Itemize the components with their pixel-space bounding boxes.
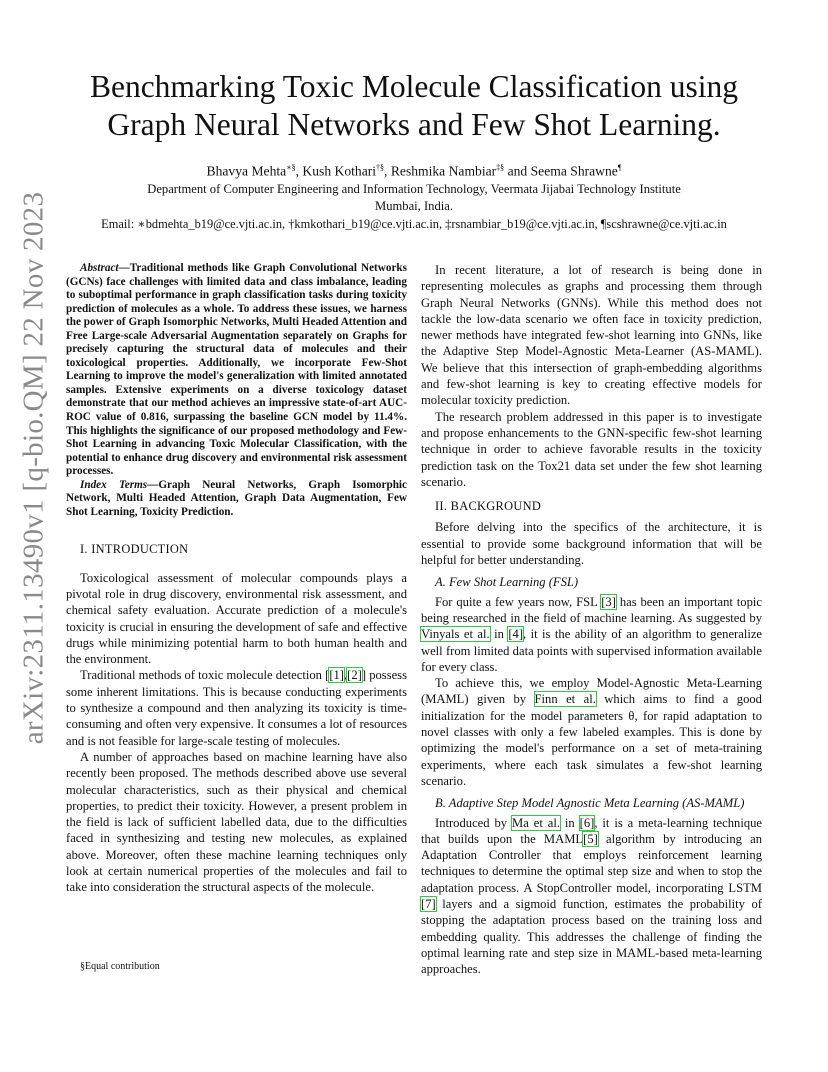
author-mark: ‡§ <box>496 163 505 172</box>
section-heading-introduction: I. INTRODUCTION <box>80 542 189 557</box>
body-paragraph: The research problem addressed in this paper is to investigate and propose enhancements to the GNN-specific few-shot learning technique in order to achieve favorable results in the toxicity prediction task on the Tox21 data set under the few shot learning scenario. <box>421 409 762 489</box>
author-name: Kush Kothari <box>302 163 377 179</box>
subsection-heading-fsl: A. Few Shot Learning (FSL) <box>435 575 579 590</box>
body-paragraph: Before delving into the specifics of the architecture, it is essential to provide some background information that will be helpful for better understanding. <box>421 520 762 568</box>
body-paragraph <box>421 815 762 978</box>
text-run: layers and a sigmoid function, estimates the probability of stopping the adaptation process based on the training loss and embedding quality. This addresses the challenge of finding the optimal learning rate and step size in MAML-based meta-learning approaches. <box>421 896 762 977</box>
text-run: in <box>560 815 580 830</box>
author-citation-link[interactable]: Vinyals et al. <box>421 627 490 642</box>
author-citation-link[interactable]: Finn et al. <box>534 692 596 707</box>
affiliation <box>60 181 768 215</box>
citation-link[interactable]: [2] <box>347 668 362 683</box>
text-run: has been an important topic being researched in the field of machine learning. As suggested by <box>421 594 762 625</box>
body-paragraph <box>66 667 407 748</box>
body-paragraph: In recent literature, a lot of research is being done in representing molecules as graphs and processing them through Graph Neural Networks (GNNs). While this method does not tackle the low-data scenario we often face in toxicity prediction, newer methods have integrated few-shot learning into GNNs, like the Adaptive Step Model-Agnostic Meta-Learner (AS-MAML). We believe that this intersection of graph-embedding algorithms and few-shot learning is key to creating effective models for molecular toxicity prediction. <box>421 263 762 408</box>
citation-link[interactable]: [4] <box>508 627 524 642</box>
author-emails: Email: ∗bdmehta_b19@ce.vjti.ac.in, †kmkothari_b19@ce.vjti.ac.in, ‡rsnambiar_b19@ce.vjti.ac.in, ¶scshrawne@ce.vjti.ac.in <box>101 217 727 231</box>
text-run: , <box>344 668 348 683</box>
author-mark: †§ <box>376 163 385 172</box>
author-name: Seema Shrawne <box>530 163 618 179</box>
author-mark: ¶ <box>617 163 622 172</box>
text-run: To achieve this, we employ Model-Agnostic Meta-Learning (MAML) given by <box>421 676 762 707</box>
author-name: Reshmika Nambiar <box>390 163 497 179</box>
body-paragraph: Toxicological assessment of molecular compounds plays a pivotal role in drug discovery, environmental risk assessment, and chemical safety evaluation. Accurate prediction of a molecule's toxicity is crucial in ensuring the development of safe and effective drugs while minimizing potential harm to both human health and the environment. <box>66 570 407 667</box>
body-paragraph: A number of approaches based on machine learning have also recently been proposed. The methods described above use several molecular characteristics, such as their physical and chemical properties, to predict their toxicity. However, a present problem in the field is lack of sufficient labelled data, due to the difficulties faced in synthesizing and testing new molecules, as explained above. Moreover, often these machine learning techniques only look at certain numerical properties of the molecules and fail to take into consideration the structural aspects of the molecule. <box>66 749 407 895</box>
author-name: Bhavya Mehta <box>206 163 287 179</box>
arxiv-identifier: arXiv:2311.13490v1 [q-bio.QM] 22 Nov 2023 <box>17 191 50 745</box>
author-conjunction: and <box>507 163 528 179</box>
paper-title: Benchmarking Toxic Molecule Classification using Graph Neural Networks and Few Shot Learning. <box>89 69 739 142</box>
text-run: which aims to find a good initialization for the model parameters θ, for rapid adaptation to novel classes with only a few labeled examples. This is done by optimizing the model's performance on a set of meta-training experiments, where each task simulates a few-shot learning scenario. <box>421 692 762 788</box>
author-mark: ∗§ <box>286 163 296 172</box>
citation-link[interactable]: [3] <box>601 594 616 609</box>
affiliation-line: Department of Computer Engineering and Information Technology, Veermata Jijabai Technology Institute <box>147 182 681 196</box>
abstract-label: Abstract <box>80 262 119 274</box>
right-column <box>421 262 762 977</box>
subsection-heading-as-maml: B. Adaptive Step Model Agnostic Meta Learning (AS-MAML) <box>435 796 745 811</box>
text-run: algorithm by introducing an Adaptation Controller that employs reinforcement learning techniques to determine the optimal step size and when to stop the adaptation process. A StopController model, incorporating LSTM <box>421 831 763 895</box>
section-heading-background: II. BACKGROUND <box>435 499 542 514</box>
abstract-text: —Traditional methods like Graph Convolutional Networks (GCNs) face challenges with limited data and class imbalance, leading to suboptimal performance in graph classification tasks during toxicity prediction of molecules as a whole. To address these issues, we harness the power of Graph Isomorphic Networks, Multi Headed Attention and Free Large-scale Adversarial Augmentation separately on Graphs for precisely capturing the structural data of molecules and their toxicological properties. Additionally, we incorporate Few-Shot Learning to improve the model's generalization with limited annotated samples. Extensive experiments on a diverse toxicology dataset demonstrate that our method achieves an impressive state-of-art AUC-ROC value of 0.816, surpassing the baseline GCN model by 11.4%. This highlights the significance of our proposed methodology and Few-Shot Learning in advancing Toxic Molecular Classification, with the potential to enhance drug discovery and environmental risk assessment processes. <box>66 262 407 478</box>
text-run: For quite a few years now, FSL <box>435 594 602 609</box>
body-paragraph <box>421 594 762 675</box>
footnote: §Equal contribution <box>80 961 160 972</box>
text-run: Introduced by <box>435 815 513 830</box>
citation-link[interactable]: [7] <box>421 896 436 911</box>
text-run: in <box>489 627 509 642</box>
abstract <box>66 262 407 479</box>
citation-link[interactable]: [5] <box>583 831 598 846</box>
text-run: ] possess some inherent limitations. This is because conducting experiments to synthesize a compound and then analyzing its toxicity is time-consuming and often very expensive. It consumes a lot of resources and is not feasible for large-scale testing of molecules. <box>66 668 407 748</box>
text-run: , it is the ability of an algorithm to generalize well from limited data points with supervised information available for every class. <box>421 627 762 674</box>
affiliation-line: Mumbai, India. <box>375 199 453 213</box>
left-column <box>66 262 407 896</box>
text-run: , it is a meta-learning technique that builds upon the MAML <box>421 815 763 846</box>
citation-link[interactable]: [1] <box>329 668 344 683</box>
arxiv-sidebar <box>14 191 54 745</box>
index-terms-label: Index Terms <box>80 478 148 491</box>
author-citation-link[interactable]: Ma et al. <box>512 815 560 830</box>
citation-link[interactable]: [6] <box>579 815 595 830</box>
author-list: Bhavya Mehta∗§, Kush Kothari†§, Reshmika Nambiar‡§ and Seema Shrawne¶ <box>206 163 622 179</box>
index-terms <box>66 479 407 520</box>
body-paragraph <box>421 675 762 789</box>
index-terms-text: —Graph Neural Networks, Graph Isomorphic Network, Multi Headed Attention, Graph Data Augmentation, Few Shot Learning, Toxicity Prediction. <box>66 478 407 518</box>
text-run: Traditional methods of toxic molecule detection [ <box>80 668 330 683</box>
